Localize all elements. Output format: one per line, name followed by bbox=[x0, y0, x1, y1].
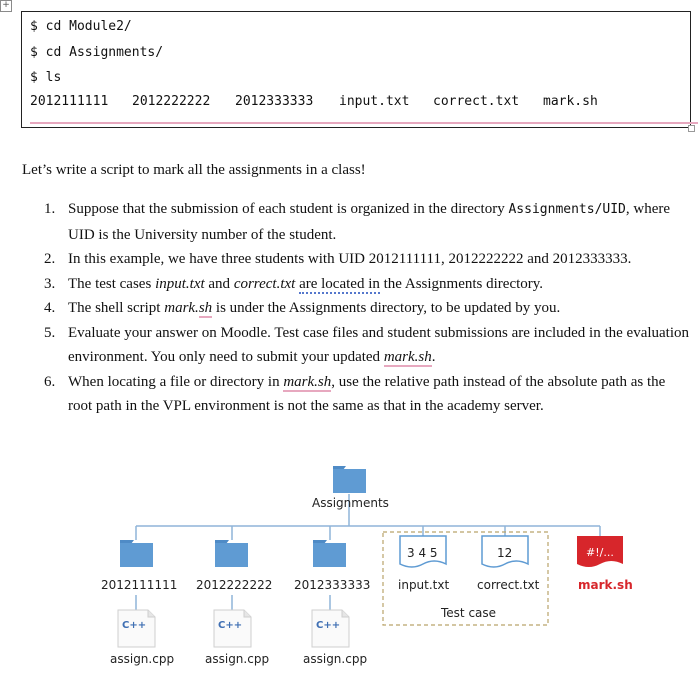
item-text: When locating a file or directory in bbox=[68, 373, 284, 390]
filename: input.txt bbox=[155, 275, 205, 292]
list-item bbox=[0, 272, 698, 297]
terminal-box bbox=[21, 11, 691, 128]
list-item bbox=[0, 370, 698, 419]
student-folder-icon[interactable] bbox=[120, 540, 153, 567]
item-text: In this example, we have three students with UID 2012111111, 2012222222 and 2012333333. bbox=[68, 251, 632, 267]
cpp-badge: C++ bbox=[122, 620, 147, 631]
ls-entry: input.txt bbox=[339, 94, 410, 109]
source-file-label: assign.cpp bbox=[110, 652, 175, 666]
filename: mark.sh bbox=[383, 349, 432, 365]
item-text: and bbox=[204, 275, 234, 292]
terminal-line-cd-module: $ cd Module2/ bbox=[30, 19, 132, 34]
correct-file-content: 12 bbox=[497, 546, 513, 560]
tree-connectors bbox=[136, 494, 600, 610]
list-number: 6. bbox=[44, 373, 56, 390]
root-folder-icon[interactable] bbox=[333, 466, 366, 493]
list-number: 3. bbox=[44, 275, 56, 292]
source-file-label: assign.cpp bbox=[205, 652, 270, 666]
list-number: 4. bbox=[44, 300, 56, 316]
terminal-line-ls: $ ls bbox=[30, 70, 62, 85]
resize-handle[interactable] bbox=[688, 125, 695, 132]
task-list bbox=[0, 197, 698, 419]
student-folder-label: 2012222222 bbox=[196, 578, 273, 592]
directory-diagram bbox=[0, 460, 698, 700]
ls-entry: correct.txt bbox=[433, 94, 520, 109]
spellcheck-text: sh bbox=[198, 300, 213, 316]
list-item bbox=[0, 296, 698, 321]
cpp-badge: C++ bbox=[218, 620, 243, 631]
item-text: The test cases bbox=[68, 275, 156, 292]
correct-file-label: correct.txt bbox=[477, 578, 540, 592]
script-file-content: #!/... bbox=[586, 546, 614, 559]
item-text: Suppose that the submission of each student is organized in the directory bbox=[68, 201, 509, 217]
plus-anchor-icon[interactable]: + bbox=[0, 0, 12, 12]
filename: correct.txt bbox=[233, 275, 296, 292]
student-folder-label: 2012111111 bbox=[101, 578, 178, 592]
ls-entry: 2012111111 bbox=[30, 94, 109, 109]
list-item bbox=[0, 247, 698, 272]
item-text: is under the Assignments directory, to be updated by you. bbox=[212, 300, 561, 316]
input-file-label: input.txt bbox=[398, 578, 450, 592]
ls-entry: 2012222222 bbox=[132, 94, 211, 109]
cpp-badge: C++ bbox=[316, 620, 341, 631]
student-folder-icon[interactable] bbox=[215, 540, 248, 567]
item-text: . bbox=[431, 349, 436, 365]
filename: mark. bbox=[164, 300, 199, 316]
item-text: Evaluate your answer on Moodle. Test case files and student submissions are included in the evaluation environment. You only need to submit your updated bbox=[68, 324, 690, 365]
terminal-line-cd-assignments: $ cd Assignments/ bbox=[30, 45, 164, 60]
input-file-content: 3 4 5 bbox=[407, 546, 438, 560]
ls-entry: 2012333333 bbox=[235, 94, 314, 109]
item-text: , where UID is the University number of the student. bbox=[68, 201, 671, 243]
list-number: 1. bbox=[44, 201, 56, 217]
item-text: , use the relative path instead of the absolute path as the root path in the VPL environment is not the same as that in the academy server. bbox=[68, 373, 666, 414]
student-folder-label: 2012333333 bbox=[294, 578, 371, 592]
list-item bbox=[0, 321, 698, 370]
spellcheck-underline bbox=[30, 122, 698, 124]
script-file-label: mark.sh bbox=[578, 578, 633, 592]
root-folder-label: Assignments bbox=[312, 496, 389, 510]
test-case-label: Test case bbox=[441, 606, 497, 620]
source-file-label: assign.cpp bbox=[303, 652, 368, 666]
ls-entry: mark.sh bbox=[543, 94, 598, 109]
list-number: 2. bbox=[44, 251, 56, 267]
list-item bbox=[0, 197, 698, 247]
grammar-underline-text: are located in bbox=[299, 275, 380, 292]
student-folder-icon[interactable] bbox=[313, 540, 346, 567]
intro-text: Let’s write a script to mark all the assignments in a class! bbox=[22, 162, 366, 178]
code-path: Assignments/UID bbox=[508, 202, 626, 217]
item-text: The shell script bbox=[68, 300, 165, 316]
filename: mark.sh bbox=[283, 373, 332, 390]
list-number: 5. bbox=[44, 324, 56, 341]
ls-output bbox=[30, 94, 598, 109]
item-text: the Assignments directory. bbox=[379, 275, 544, 292]
